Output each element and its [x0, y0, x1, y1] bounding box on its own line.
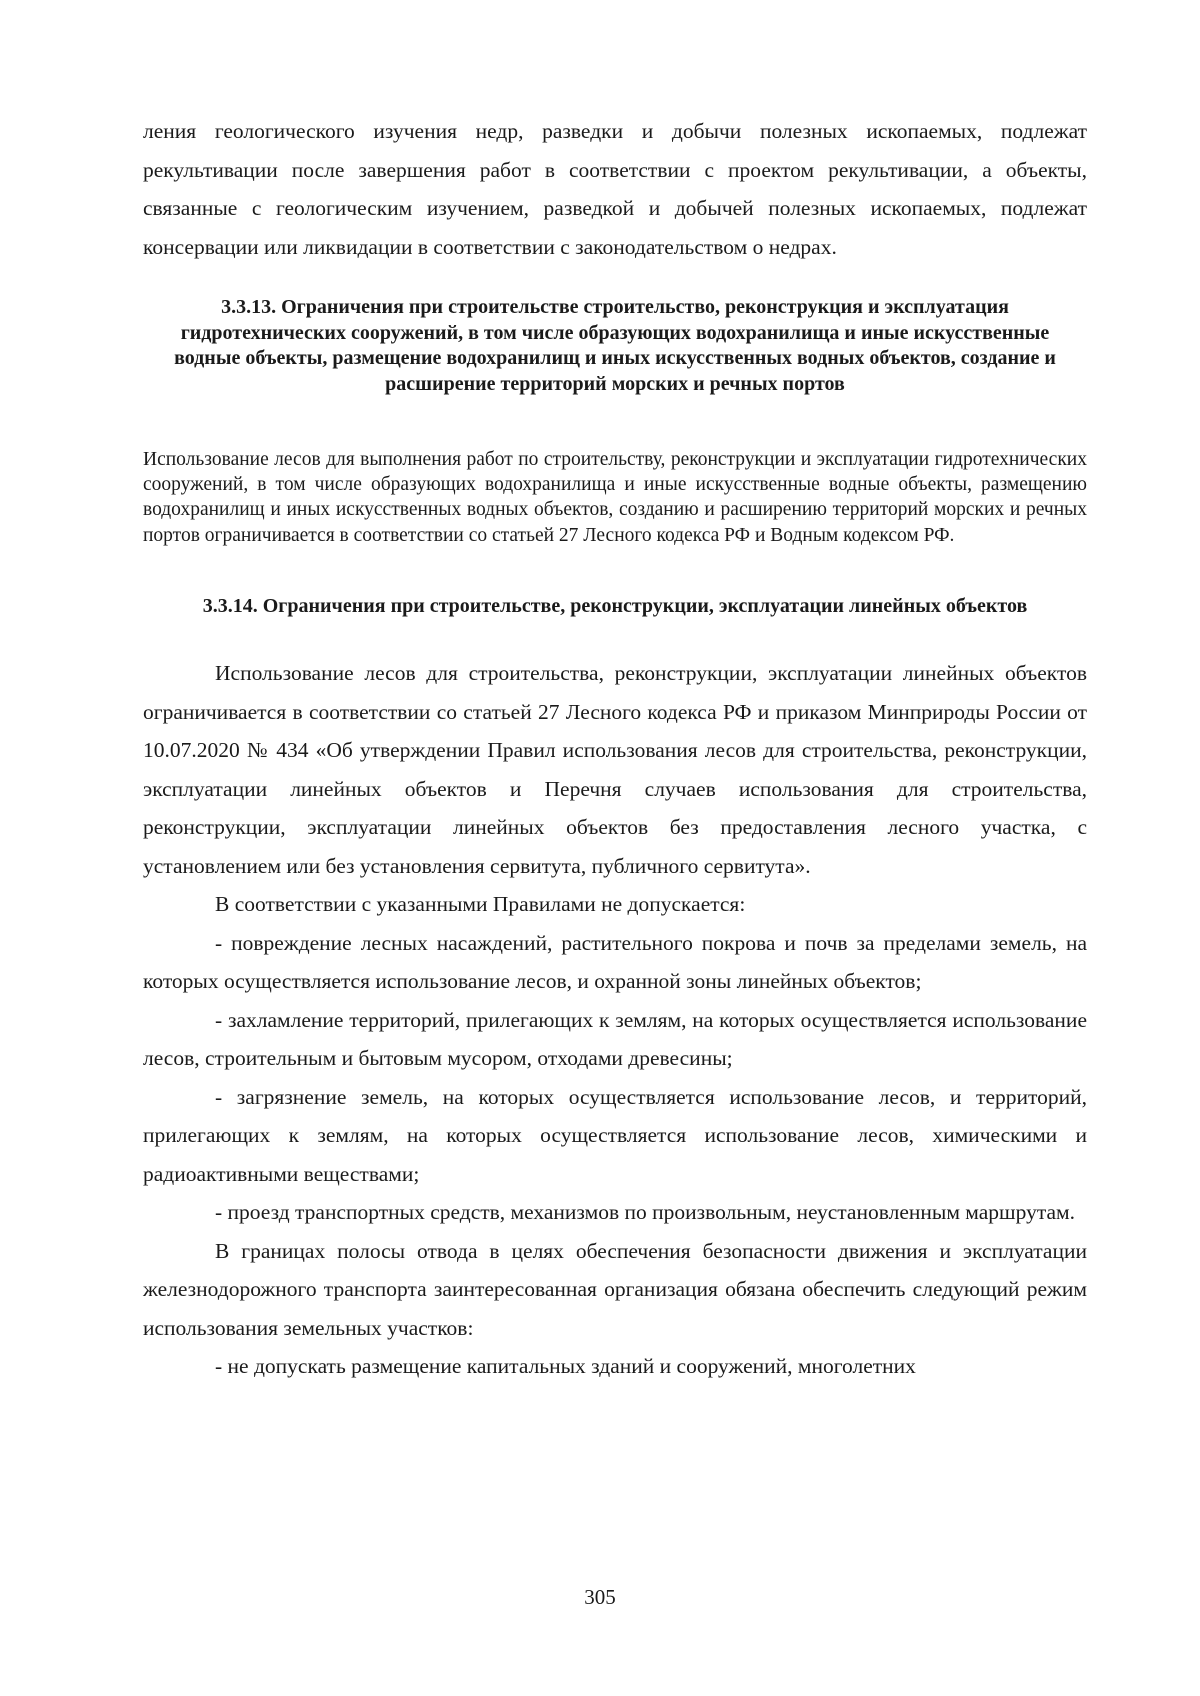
body-paragraph: Использование лесов для выполнения работ по строительству, реконструкции и эксплуатации гидротехнических сооружений, в том числе образующих водохранилища и иные искусственные водные объекты, размещению водохранилищ и иных искусственных водных объектов, созданию и расширению территорий морских и речных портов ограничивается в соответствии со статьей 27 Лесного кодекса РФ и Водным кодексом РФ.: [143, 449, 1087, 546]
body-paragraph: ления геологического изучения недр, разведки и добычи полезных ископаемых, подлежат рекультивации после завершения работ в соответствии с проектом рекультивации, а объекты, связанные с геологическим изучением, разведкой и добычей полезных ископаемых, подлежат консервации или ликвидации в соответствии с законодательством о недрах.: [143, 119, 1087, 259]
list-item: - повреждение лесных насаждений, растительного покрова и почв за пределами земель, на которых осуществляется использование лесов, и охранной зоны линейных объектов;: [143, 930, 1087, 993]
body-paragraph: В соответствии с указанными Правилами не допускается:: [215, 892, 746, 916]
section-3-3-13-heading-block: [150, 295, 1080, 397]
list-item: - загрязнение земель, на которых осуществляется использование лесов, и территорий, прилегающих к землям, на которых осуществляется использование лесов, химическими и радиоактивными веществами;: [143, 1084, 1087, 1186]
section-heading: 3.3.14. Ограничения при строительстве, реконструкции, эксплуатации линейных объектов: [202, 595, 1028, 617]
body-paragraph: Использование лесов для строительства, реконструкции, эксплуатации линейных объектов ограничивается в соответствии со статьей 27 Лесного кодекса РФ и приказом Минприроды России от 10.07.2020 № 434 «Об утверждении Правил использования лесов для строительства, реконструкции, эксплуатации линейных объектов и Перечня случаев использования для строительства, реконструкции, эксплуатации линейных объектов без предоставления лесного участка, с установлением или без установления сервитута, публичного сервитута».: [143, 661, 1087, 878]
page-number: 305: [584, 1585, 616, 1609]
section-3-3-14-heading-block: [143, 594, 1087, 620]
section-3-3-14-body: [143, 654, 1087, 1386]
section-3-3-13-body: [143, 447, 1087, 548]
list-item: - не допускать размещение капитальных зданий и сооружений, многолетних: [215, 1354, 916, 1378]
list-item: - захламление территорий, прилегающих к землям, на которых осуществляется использование лесов, строительным и бытовым мусором, отходами древесины;: [143, 1007, 1087, 1070]
body-paragraph: В границах полосы отвода в целях обеспечения безопасности движения и эксплуатации железнодорожного транспорта заинтересованная организация обязана обеспечить следующий режим использования земельных участков:: [143, 1238, 1087, 1340]
section-heading: 3.3.13. Ограничения при строительстве строительство, реконструкция и эксплуатация гидротехнических сооружений, в том числе образующих водохранилища и иные искусственные водные объекты, размещение водохранилищ и иных искусственных водных объектов, создание и расширение территорий морских и речных портов: [174, 296, 1056, 395]
list-item: - проезд транспортных средств, механизмов по произвольным, неустановленным маршрутам.: [215, 1200, 1075, 1224]
paragraph-continuation: [143, 112, 1087, 266]
